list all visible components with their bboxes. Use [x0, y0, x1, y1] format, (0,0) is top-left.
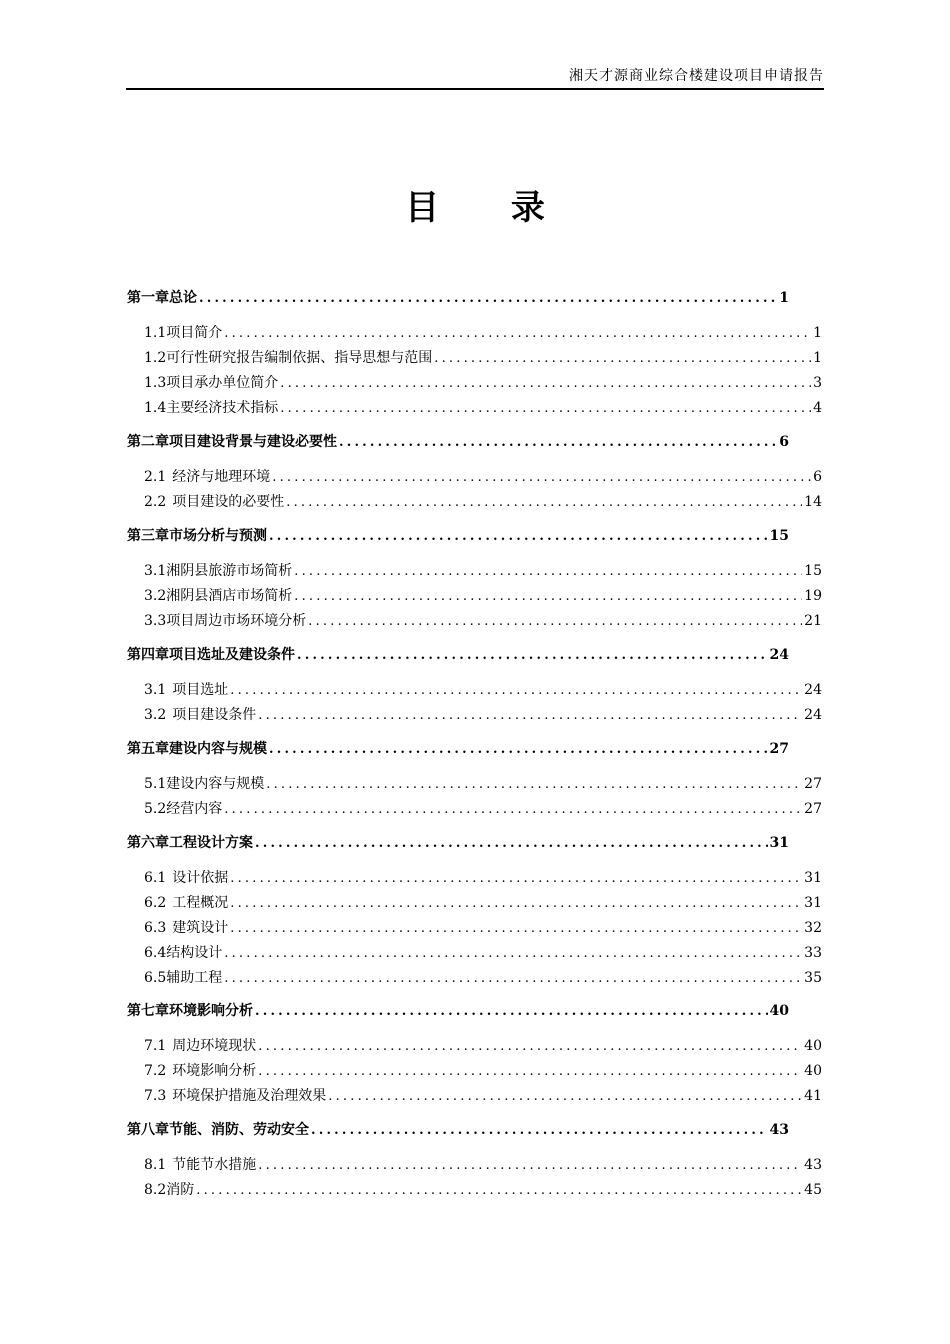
toc-dot-leader	[297, 646, 768, 666]
toc-page-number: 6	[813, 469, 822, 485]
toc-section-entry[interactable]	[144, 586, 822, 606]
toc-entry-number: 7.3	[144, 1088, 167, 1104]
toc-entry-number: 7.1	[144, 1038, 167, 1054]
toc-entry-label: 经济与地理环境	[172, 469, 271, 485]
toc-entry-number: 6.1	[144, 870, 167, 886]
toc-dot-leader	[230, 919, 802, 939]
toc-page-number: 27	[769, 741, 789, 757]
toc-dot-leader	[224, 969, 802, 989]
toc-page-number: 4	[813, 400, 822, 416]
toc-entry-number: 第三章	[127, 528, 169, 544]
toc-section-entry[interactable]	[144, 799, 822, 819]
toc-entry-number: 第四章	[127, 647, 169, 663]
toc-entry-label: 项目选址	[172, 682, 229, 698]
toc-chapter-entry[interactable]	[127, 1001, 789, 1021]
toc-entry-label: 市场分析与预测	[169, 528, 267, 544]
toc-entry-number: 8.2	[144, 1182, 167, 1198]
toc-dot-leader	[339, 433, 777, 453]
toc-dot-leader	[294, 587, 802, 607]
toc-dot-leader	[224, 800, 802, 820]
toc-entry-number: 3.2	[144, 707, 167, 723]
toc-entry-label: 项目建设背景与建设必要性	[169, 434, 337, 450]
toc-page-number: 40	[804, 1063, 822, 1079]
toc-section-entry[interactable]	[144, 774, 822, 794]
toc-page-number: 15	[769, 528, 789, 544]
toc-page-number: 40	[769, 1003, 789, 1019]
toc-page-number: 31	[804, 870, 822, 886]
toc-page-number: 15	[804, 563, 822, 579]
toc-entry-number: 第一章	[127, 290, 169, 306]
toc-dot-leader	[294, 562, 802, 582]
toc-section-entry[interactable]	[144, 373, 822, 393]
toc-entry-label: 建设内容与规模	[166, 776, 265, 792]
toc-page-number: 21	[804, 613, 822, 629]
toc-page-number: 40	[804, 1038, 822, 1054]
toc-entry-number: 3.1	[144, 563, 167, 579]
toc-chapter-entry[interactable]	[127, 1120, 789, 1140]
toc-page-number: 6	[779, 434, 789, 450]
toc-entry-label: 项目简介	[166, 325, 223, 341]
toc-page-number: 24	[804, 682, 822, 698]
toc-dot-leader	[258, 1156, 802, 1176]
toc-dot-leader	[258, 706, 802, 726]
toc-page-number: 14	[804, 494, 822, 510]
toc-dot-leader	[286, 493, 802, 513]
toc-dot-leader	[269, 527, 768, 547]
toc-section-entry[interactable]	[144, 943, 822, 963]
toc-entry-label: 项目建设的必要性	[172, 494, 285, 510]
toc-entry-label: 环境影响分析	[169, 1003, 253, 1019]
toc-entry-number: 第八章	[127, 1122, 169, 1138]
toc-entry-label: 项目建设条件	[172, 707, 257, 723]
toc-page-number: 24	[769, 647, 789, 663]
toc-entry-number: 1.3	[144, 375, 167, 391]
toc-dot-leader	[258, 1037, 802, 1057]
toc-entry-label: 项目承办单位简介	[166, 375, 279, 391]
toc-page-number: 27	[804, 776, 822, 792]
header-title: 湘天才源商业综合楼建设项目申请报告	[569, 68, 824, 84]
toc-section-entry[interactable]	[144, 611, 822, 631]
toc-dot-leader	[230, 681, 802, 701]
toc-section-entry[interactable]	[144, 680, 822, 700]
toc-chapter-entry[interactable]	[127, 833, 789, 853]
toc-entry-label: 周边环境现状	[172, 1038, 257, 1054]
toc-section-entry[interactable]	[144, 893, 822, 913]
toc-dot-leader	[272, 468, 811, 488]
toc-page-number: 24	[804, 707, 822, 723]
toc-entry-number: 2.2	[144, 494, 167, 510]
toc-page-number: 35	[804, 970, 822, 986]
toc-entry-number: 5.1	[144, 776, 167, 792]
toc-entry-number: 1.1	[144, 325, 167, 341]
toc-entry-label: 主要经济技术指标	[166, 400, 279, 416]
toc-dot-leader	[224, 944, 802, 964]
toc-page-number: 19	[804, 588, 822, 604]
toc-entry-label: 经营内容	[166, 801, 223, 817]
toc-page-number: 43	[769, 1122, 789, 1138]
toc-entry-label: 设计依据	[172, 870, 229, 886]
toc-section-entry[interactable]	[144, 868, 822, 888]
toc-entry-label: 节能、消防、劳动安全	[169, 1122, 309, 1138]
toc-entry-number: 6.3	[144, 920, 167, 936]
toc-entry-number: 3.1	[144, 682, 167, 698]
toc-chapter-entry[interactable]	[127, 432, 789, 452]
toc-dot-leader	[255, 834, 768, 854]
toc-dot-leader	[328, 1087, 802, 1107]
toc-page-number: 1	[779, 290, 789, 306]
toc-title: 目 录	[405, 188, 575, 228]
toc-dot-leader	[199, 289, 777, 309]
toc-chapter-entry[interactable]	[127, 645, 789, 665]
toc-page-number: 45	[804, 1182, 822, 1198]
toc-entry-number: 第五章	[127, 741, 169, 757]
toc-entry-label: 总论	[169, 290, 197, 306]
toc-page-number: 31	[804, 895, 822, 911]
toc-section-entry[interactable]	[144, 918, 822, 938]
toc-entry-number: 1.2	[144, 350, 167, 366]
toc-entry-label: 建筑设计	[172, 920, 229, 936]
toc-dot-leader	[280, 374, 811, 394]
toc-section-entry[interactable]	[144, 1036, 822, 1056]
toc-section-entry[interactable]	[144, 492, 822, 512]
toc-section-entry[interactable]	[144, 467, 822, 487]
toc-entry-label: 工程概况	[172, 895, 229, 911]
toc-entry-number: 6.2	[144, 895, 167, 911]
toc-entry-label: 节能节水措施	[172, 1157, 257, 1173]
toc-section-entry[interactable]	[144, 398, 822, 418]
toc-page-number: 1	[813, 325, 822, 341]
toc-entry-label: 项目周边市场环境分析	[166, 613, 307, 629]
toc-entry-label: 结构设计	[166, 945, 223, 961]
toc-entry-number: 8.1	[144, 1157, 167, 1173]
toc-page-number: 27	[804, 801, 822, 817]
toc-entry-label: 消防	[166, 1182, 195, 1198]
toc-entry-label: 环境影响分析	[172, 1063, 257, 1079]
toc-chapter-entry[interactable]	[127, 526, 789, 546]
toc-section-entry[interactable]	[144, 561, 822, 581]
toc-dot-leader	[258, 1062, 802, 1082]
toc-section-entry[interactable]	[144, 348, 822, 368]
toc-section-entry[interactable]	[144, 1061, 822, 1081]
toc-section-entry[interactable]	[144, 1086, 822, 1106]
toc-dot-leader	[311, 1121, 768, 1141]
toc-chapter-entry[interactable]	[127, 288, 789, 308]
toc-section-entry[interactable]	[144, 968, 822, 988]
toc-entry-label: 项目选址及建设条件	[169, 647, 295, 663]
toc-entry-label: 环境保护措施及治理效果	[172, 1088, 327, 1104]
toc-page-number: 3	[813, 375, 822, 391]
toc-entry-label: 湘阴县酒店市场简析	[166, 588, 293, 604]
toc-entry-number: 5.2	[144, 801, 167, 817]
toc-entry-number: 3.3	[144, 613, 167, 629]
toc-section-entry[interactable]	[144, 705, 822, 725]
toc-section-entry[interactable]	[144, 1155, 822, 1175]
toc-dot-leader	[269, 740, 768, 760]
toc-entry-number: 第七章	[127, 1003, 169, 1019]
toc-page-number: 41	[804, 1088, 822, 1104]
toc-dot-leader	[224, 324, 811, 344]
toc-entry-number: 7.2	[144, 1063, 167, 1079]
toc-page-number: 43	[804, 1157, 822, 1173]
toc-dot-leader	[266, 775, 802, 795]
toc-entry-number: 6.5	[144, 970, 167, 986]
toc-dot-leader	[280, 399, 811, 419]
toc-entry-number: 6.4	[144, 945, 167, 961]
toc-entry-label: 工程设计方案	[169, 835, 253, 851]
toc-chapter-entry[interactable]	[127, 739, 789, 759]
toc-section-entry[interactable]	[144, 323, 822, 343]
toc-entry-number: 第二章	[127, 434, 169, 450]
toc-dot-leader	[230, 869, 802, 889]
toc-dot-leader	[308, 612, 802, 632]
toc-dot-leader	[434, 349, 811, 369]
toc-entry-label: 可行性研究报告编制依据、指导思想与范围	[166, 350, 433, 366]
toc-entry-number: 3.2	[144, 588, 167, 604]
toc-page-number: 1	[813, 350, 822, 366]
toc-dot-leader	[255, 1002, 768, 1022]
page-header	[126, 64, 824, 90]
toc-section-entry[interactable]	[144, 1180, 822, 1200]
toc-page-number: 33	[804, 945, 822, 961]
toc-page-number: 32	[804, 920, 822, 936]
toc-page-number: 31	[769, 835, 789, 851]
toc-entry-label: 辅助工程	[166, 970, 223, 986]
toc-entry-label: 湘阴县旅游市场简析	[166, 563, 293, 579]
toc-entry-number: 第六章	[127, 835, 169, 851]
toc-entry-number: 2.1	[144, 469, 167, 485]
toc-dot-leader	[230, 894, 802, 914]
toc-entry-label: 建设内容与规模	[169, 741, 267, 757]
toc-entry-number: 1.4	[144, 400, 167, 416]
toc-dot-leader	[196, 1181, 802, 1201]
